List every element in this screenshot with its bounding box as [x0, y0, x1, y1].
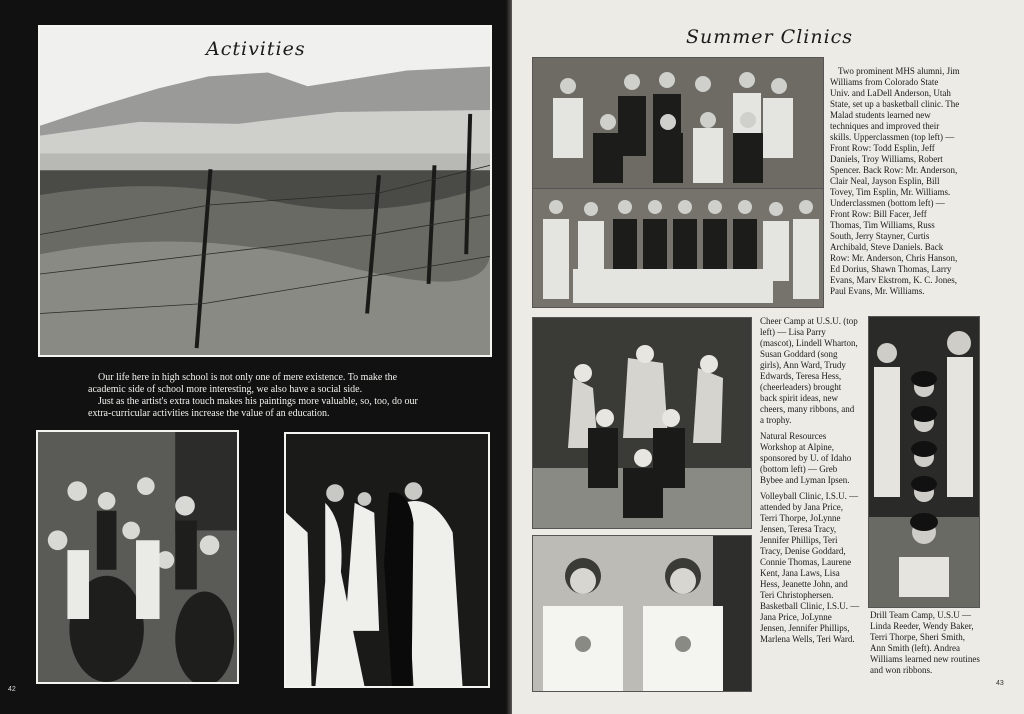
drill-team-photo	[868, 316, 980, 608]
basketball-caption	[830, 66, 960, 302]
left-body-text	[88, 372, 428, 420]
natural-resources-caption-text: Natural Resources Workshop at Alpine, sponsored by U. of Idaho (bottom left) — Greb Bybee and Lyman Ipsen.	[760, 431, 852, 485]
basketball-upperclassmen-photo	[532, 57, 824, 189]
basketball-underclassmen-photo	[532, 188, 824, 308]
underclassmen-image	[533, 189, 823, 307]
dance-photo	[284, 432, 490, 688]
cheer-image	[533, 318, 751, 528]
volleyball-caption-text: Volleyball Clinic, I.S.U. — attended by Jana Price, Terri Thorpe, JoLynne Jensen, Teresa Tracy, Jennifer Phillips, Teri Tracy, Denise Goddard, Connie Thomas, Laurene Kent, Jana Laws, Lisa Hess, Jeanette John, and Teri Christophersen. Basketball Clinic, I.S.U. — Jana Price, JoLynne Jensen, Jennifer Phillips, Marlena Wells, Teri Ward.	[760, 491, 860, 644]
cheer-workshop-volleyball-captions	[760, 316, 860, 650]
cheer-caption-text: Cheer Camp at U.S.U. (top left) — Lisa Parry (mascot), Lindell Wharton, Susan Goddard (song girls), Ann Ward, Trudy Edwards, Teresa Hess, (cheerleaders) brought back spirit ideas, new cheers, many ribbons, and a trophy.	[760, 316, 858, 425]
basketball-caption-text: Two prominent MHS alumni, Jim Williams from Colorado State Univ. and LaDell Anderson, Utah State, set up a basketball clinic. The Malad students learned new techniques and improved their skills. Upperclassmen (top left) — Front Row: Todd Esplin, Jeff Daniels, Troy Williams, Robert Spencer. Back Row: Mr. Anderson, Clair Neal, Jayson Esplin, Bill Tovey, Tim Esplin, Mr. Williams. Underclassmen (bottom left) — Front Row: Bill Facer, Jeff Thomas, Tim Williams, Russ South, Jerry Stayner, Curtis Archibald, Steve Daniels. Back Row: Mr. Anderson, Chris Hanson, Ed Dorius, Shawn Thomas, Larry Evans, Marv Ekstrom, K. C. Jones, Paul Evans, Mr. Williams.	[830, 66, 960, 296]
right-page-number: 43	[996, 680, 1004, 687]
workshop-image	[533, 536, 751, 691]
artist-paragraph: Just as the artist's extra touch makes his paintings more valuable, so, too, do our extra-curricular activities increase the value of an education.	[88, 396, 418, 419]
left-page	[0, 0, 510, 714]
intro-paragraph: Our life here in high school is not only one of mere existence. To make the academic side of school more interesting, we also have a social side.	[88, 372, 398, 395]
natural-resources-photo	[532, 535, 752, 692]
drill-image	[869, 317, 979, 607]
left-page-number: 42	[8, 686, 16, 693]
dance-image	[286, 434, 488, 686]
drill-team-caption	[870, 610, 982, 681]
landscape-photo	[38, 25, 492, 357]
crowd-photo	[36, 430, 239, 684]
cheer-camp-photo	[532, 317, 752, 529]
drill-caption-text: Drill Team Camp, U.S.U — Linda Reeder, Wendy Baker, Terri Thorpe, Sheri Smith, Ann Smith (left). Andrea Williams learned new routines and won ribbons.	[870, 610, 980, 675]
upperclassmen-image	[533, 58, 823, 188]
left-page-title: Activities	[206, 38, 306, 60]
right-page-title: Summer Clinics	[686, 26, 854, 48]
right-page	[512, 0, 1024, 714]
landscape-image	[40, 27, 490, 355]
crowd-image	[38, 432, 237, 682]
